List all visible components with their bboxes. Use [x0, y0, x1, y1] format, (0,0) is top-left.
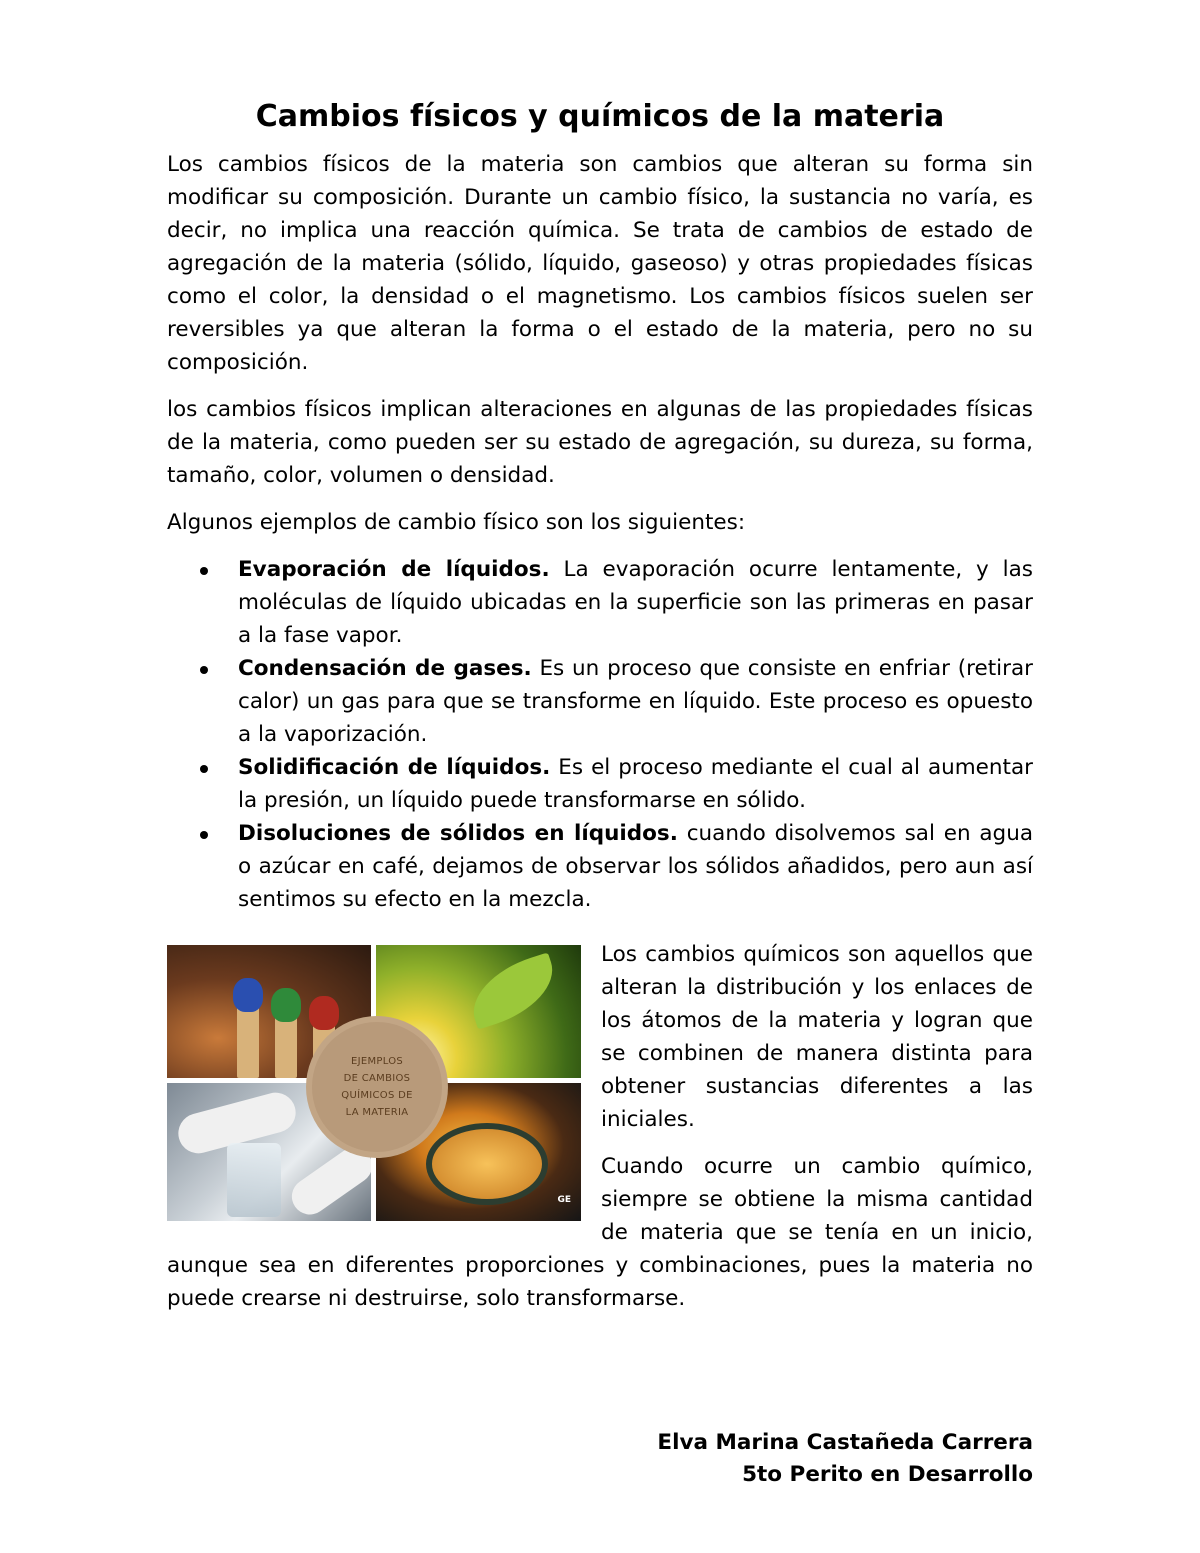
badge-line: LA MATERIA — [345, 1107, 409, 1118]
leaf-shape — [462, 952, 564, 1029]
examples-list — [167, 553, 1033, 916]
paragraph-conservation: Cuando ocurre un cambio químico, siempre se obtiene la misma cantidad de materia que se tenía en un inicio, aunque sea en diferentes proporciones y combinaciones, pues la materia no puede crearse ni destruirse, solo transformarse. — [167, 1154, 1033, 1311]
example-text: La evaporación ocurre lentamente, y las moléculas de líquido ubicadas en la superficie son las primeras en pasar a la fase vapor. — [238, 557, 1033, 648]
chemical-changes-collage — [167, 945, 581, 1221]
document-body — [167, 95, 1033, 1329]
match-stick — [275, 1008, 297, 1078]
author-course: 5to Perito en Desarrollo — [742, 1462, 1033, 1487]
list-item — [238, 553, 1033, 652]
paragraph-chemical-changes: Los cambios químicos son aquellos que alteran la distribución y los enlaces de los átomos de la materia y logran que se combinen de manera distinta para obtener sustancias diferentes a las iniciales. — [601, 942, 1033, 1132]
paragraph-examples-intro: Algunos ejemplos de cambio físico son los siguientes: — [167, 510, 746, 535]
example-text: Es un proceso que consiste en enfriar (retirar calor) un gas para que se transforme en líquido. Este proceso es opuesto a la vaporización. — [238, 656, 1033, 747]
list-item — [238, 751, 1033, 817]
example-term: Solidificación de líquidos. — [238, 755, 551, 780]
example-term: Condensación de gases. — [238, 656, 532, 681]
cake-pan-shape — [426, 1123, 548, 1205]
page-title: Cambios físicos y químicos de la materia — [255, 99, 945, 134]
paragraph-physical-changes: Los cambios físicos de la materia son cambios que alteran su forma sin modificar su composición. Durante un cambio físico, la sustancia no varía, es decir, no implica una reacción química. Se trata de cambios de estado de agregación de la materia (sólido, líquido, gaseoso) y otras propiedades físicas como el color, la densidad o el magnetismo. Los cambios físicos suelen ser reversibles ya que alteran la forma o el estado de la materia, pero no su composición. — [167, 152, 1033, 375]
match-stick — [237, 998, 259, 1078]
example-term: Evaporación de líquidos. — [238, 557, 550, 582]
bullet-icon — [200, 567, 208, 575]
author-name: Elva Marina Castañeda Carrera — [657, 1430, 1033, 1455]
list-item — [238, 817, 1033, 916]
list-item — [238, 652, 1033, 751]
bullet-icon — [200, 666, 208, 674]
bullet-icon — [200, 765, 208, 773]
author-signature — [657, 1427, 1033, 1491]
badge-line: DE CAMBIOS — [343, 1073, 411, 1084]
bottle-shape — [227, 1143, 281, 1217]
badge-line: QUÍMICOS DE — [341, 1090, 413, 1101]
watermark: GE — [557, 1195, 571, 1205]
example-term: Disoluciones de sólidos en líquidos. — [238, 821, 678, 846]
example-text: cuando disolvemos sal en agua o azúcar en café, dejamos de observar los sólidos añadidos, pero aun así sentimos su efecto en la mezcla. — [238, 821, 1033, 912]
bullet-icon — [200, 831, 208, 839]
badge-line: EJEMPLOS — [350, 1056, 404, 1067]
collage-badge — [312, 1022, 442, 1152]
paragraph-physical-properties: los cambios físicos implican alteraciones en algunas de las propiedades físicas de la materia, como pueden ser su estado de agregación, su dureza, su forma, tamaño, color, volumen o densidad. — [167, 397, 1033, 488]
example-text: Es el proceso mediante el cual al aumentar la presión, un líquido puede transformarse en sólido. — [238, 755, 1033, 813]
